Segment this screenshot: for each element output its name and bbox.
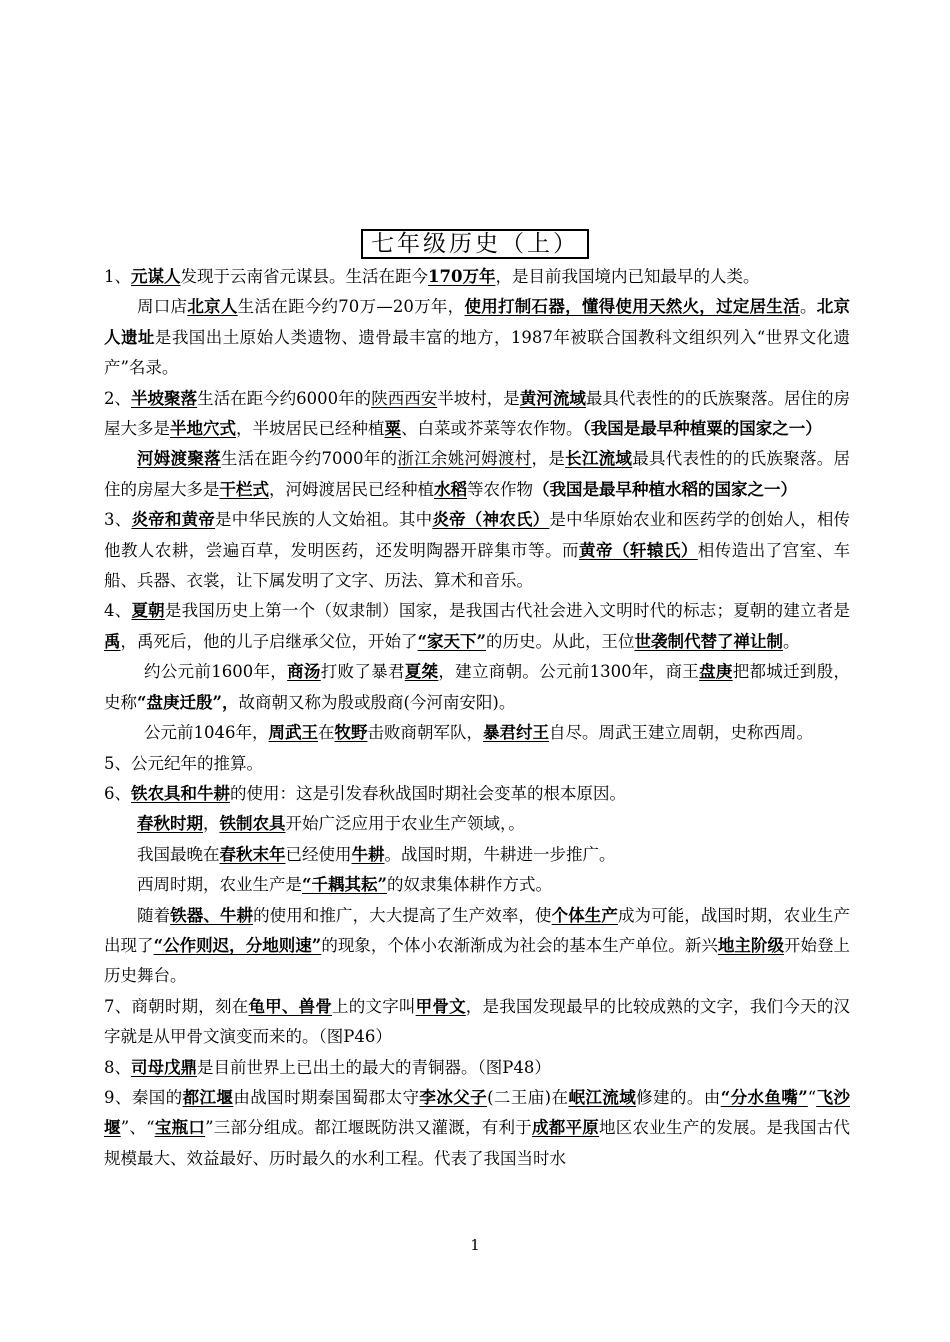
emphasized-text: 个体生产 bbox=[551, 905, 618, 925]
emphasized-text: 龟甲、兽骨 bbox=[248, 996, 333, 1016]
paragraph bbox=[104, 718, 850, 748]
text-run: 、白菜或芥菜等农作物。 bbox=[401, 419, 583, 439]
emphasized-text: 牛耕 bbox=[351, 844, 385, 864]
emphasized-text: 长江流域 bbox=[565, 449, 633, 469]
paragraph bbox=[104, 384, 850, 445]
text-run: 生活在距今约6000年的 bbox=[197, 388, 372, 408]
emphasized-text: 河姆渡聚落 bbox=[137, 449, 221, 469]
emphasized-text: 陕西西安 bbox=[371, 388, 438, 408]
text-run: 上的文字叫 bbox=[332, 996, 416, 1016]
text-run: 8、 bbox=[104, 1057, 131, 1077]
text-run: 是中华民族的人文始祖。其中 bbox=[215, 510, 433, 530]
text-run: ，是目前我国境内已知最早的人类。 bbox=[495, 267, 760, 286]
text-run: 的奴隶集体耕作方式。 bbox=[386, 875, 552, 895]
emphasized-text: 商汤 bbox=[287, 662, 321, 682]
paragraph bbox=[104, 1053, 850, 1083]
emphasized-text: 炎帝（神农氏） bbox=[432, 510, 550, 530]
emphasized-text: 牧野 bbox=[334, 723, 368, 743]
text-run: 。 bbox=[782, 631, 800, 651]
text-run: ”三部分组成。都江堰既防洪又灌溉，有利于 bbox=[205, 1118, 533, 1138]
text-run: 的现象，个体小农渐渐成为社会的基本生产单位。新兴 bbox=[321, 935, 718, 955]
paragraph bbox=[104, 292, 850, 383]
text-run: 成为可能，战国时期，农业生产出现了 bbox=[104, 905, 851, 955]
text-run: 的使用和推广，大大提高了生产效率，使 bbox=[253, 905, 552, 925]
emphasized-text: 铁器、牛耕 bbox=[170, 905, 254, 925]
text-run: 周口店 bbox=[137, 297, 188, 317]
emphasized-text: 黄帝（轩辕氏） bbox=[579, 540, 698, 560]
emphasized-text: 北京人遗址 bbox=[104, 297, 851, 347]
paragraph bbox=[104, 444, 850, 505]
emphasized-text: 成都平原 bbox=[532, 1118, 600, 1138]
text-run: 的历史。从此，王位 bbox=[485, 631, 635, 651]
text-run: ，是我国发现最早的比较成熟的文字，我们今天的汉字就是从甲骨文演变而来的。（图P46） bbox=[104, 996, 851, 1047]
text-run: 最具代表性的的氏族聚落。居住的房屋大多是 bbox=[104, 449, 851, 499]
text-run: 7、商朝时期，刻在 bbox=[104, 996, 249, 1016]
emphasized-text: 岷江流域 bbox=[568, 1087, 637, 1107]
text-run: 2、 bbox=[104, 388, 132, 408]
text-run: 地区农业生产的发展。是我国古代规模最大、效益最好、历时最久的水利工程。代表了我国当时水 bbox=[104, 1118, 851, 1168]
text-run: 1、 bbox=[104, 267, 131, 286]
text-run: 随着 bbox=[137, 905, 171, 925]
text-run: 的使用：这是引发春秋战国时期社会变革的根本原因。 bbox=[230, 783, 626, 803]
text-run: “ bbox=[807, 1087, 817, 1107]
text-run: 是我国历史上第一个（奴隶制）国家，是我国古代社会进入文明时代的标志；夏朝的建立者是 bbox=[164, 601, 851, 621]
emphasized-text: 铁农具和牛耕 bbox=[131, 783, 230, 803]
title-container bbox=[0, 229, 950, 259]
paragraph bbox=[104, 901, 850, 992]
paragraph bbox=[104, 1083, 850, 1174]
text-run: ， bbox=[203, 814, 220, 834]
text-run: 是中华原始农业和医药学的创始人，相传他教人农耕，尝遍百草，发明医药，还发明陶器开辟集市等。而 bbox=[104, 510, 851, 560]
text-run: ，河姆渡居民已经种植 bbox=[269, 479, 434, 499]
emphasized-text: 元谋人 bbox=[131, 267, 181, 286]
paragraph bbox=[104, 749, 850, 779]
text-run: 开始登上历史舞台。 bbox=[104, 935, 851, 986]
text-run: 发现于云南省元谋县。生活在距今 bbox=[180, 267, 428, 286]
emphasized-text: 周武王 bbox=[268, 723, 318, 743]
emphasized-text: “公作则迟，分地则速” bbox=[153, 935, 322, 955]
document-body bbox=[104, 262, 850, 1174]
emphasized-text: 粟 bbox=[384, 419, 401, 439]
text-run: 4、 bbox=[104, 601, 132, 621]
emphasized-text: 炎帝和黄帝 bbox=[131, 510, 216, 530]
text-run: 是我国出土原始人类遗物、遗骨最丰富的地方，1987年被联合国教科文组织列入“世界文化遗产”名录。 bbox=[104, 327, 851, 378]
text-run: ，半坡居民已经种植 bbox=[236, 419, 385, 439]
text-run: 。战国时期，牛耕进一步推广。 bbox=[384, 844, 616, 864]
text-run: ，禹死后，他的儿子启继承父位，开始了 bbox=[120, 631, 418, 651]
emphasized-text: “家天下” bbox=[417, 631, 486, 651]
text-run: 生活在距今约70万—20万年， bbox=[237, 297, 465, 317]
paragraph bbox=[104, 657, 850, 718]
emphasized-text: 北京人 bbox=[187, 297, 238, 317]
text-run: 开始广泛应用于农业生产领域，。 bbox=[285, 814, 525, 834]
text-run: 半坡村，是 bbox=[437, 388, 520, 408]
text-run: 等农作物 bbox=[467, 479, 533, 499]
emphasized-text: 禹 bbox=[104, 631, 121, 651]
emphasized-text: 春秋时期 bbox=[137, 814, 203, 834]
paragraph bbox=[104, 779, 850, 809]
emphasized-text: 浙江余姚河姆渡村 bbox=[397, 449, 532, 469]
emphasized-text: 水稻 bbox=[434, 479, 467, 499]
emphasized-text: 甲骨文 bbox=[415, 996, 466, 1016]
emphasized-text: 李冰父子 bbox=[419, 1087, 488, 1107]
emphasized-text: （我国是最早种植粟的国家之一） bbox=[582, 419, 822, 439]
text-run: 9、秦国的 bbox=[104, 1087, 183, 1107]
emphasized-text: 使用打制石器，懂得使用天然火，过定居生活 bbox=[464, 297, 800, 317]
text-run: ，是 bbox=[531, 449, 566, 469]
emphasized-text: 干栏式 bbox=[219, 479, 269, 499]
text-run: ，建立商朝。公元前1300年，商王 bbox=[438, 662, 700, 682]
emphasized-text: 黄河流域 bbox=[519, 388, 586, 408]
paragraph bbox=[104, 505, 850, 596]
page-number: 1 bbox=[470, 1236, 480, 1254]
paragraph bbox=[104, 596, 850, 657]
text-run: 相传造出了宫室、车船、兵器、衣裳，让下属发明了文字、历法、算术和音乐。 bbox=[104, 540, 851, 591]
text-run: 在 bbox=[318, 723, 335, 743]
paragraph bbox=[104, 992, 850, 1053]
emphasized-text: 都江堰 bbox=[182, 1087, 234, 1107]
text-run: 打败了暴君 bbox=[320, 662, 405, 682]
emphasized-text: 地主阶级 bbox=[717, 935, 784, 955]
text-run: 把都城迁到殷，史称 bbox=[104, 662, 851, 712]
text-run: (二王庙)在 bbox=[487, 1087, 569, 1107]
text-run: 西周时期，农业生产是 bbox=[137, 875, 302, 895]
text-run: 是目前世界上已出土的最大的青铜器。（图P48） bbox=[197, 1057, 551, 1077]
text-run: 击败商朝军队， bbox=[367, 723, 483, 743]
text-run: 5、公元纪年的推算。 bbox=[104, 753, 263, 773]
text-run: 约公元前1600年， bbox=[144, 662, 288, 682]
emphasized-text: “分水鱼嘴” bbox=[720, 1087, 808, 1107]
emphasized-text: 世袭制代替了禅让制 bbox=[634, 631, 783, 651]
text-run: 6、 bbox=[104, 783, 131, 803]
text-run: 故商朝又称为殷或殷商(今河南安阳)。 bbox=[238, 692, 516, 712]
emphasized-text: 铁制农具 bbox=[219, 814, 286, 834]
text-run: 自尽。周武王建立周朝，史称西周。 bbox=[549, 723, 813, 743]
emphasized-text: 暴君纣王 bbox=[483, 723, 549, 743]
emphasized-text: 夏桀 bbox=[404, 662, 439, 682]
emphasized-text: 170万年 bbox=[428, 267, 496, 286]
paragraph bbox=[104, 809, 850, 839]
text-run: 已经使用 bbox=[285, 844, 352, 864]
text-run: 由战国时期秦国蜀郡太守 bbox=[233, 1087, 420, 1107]
emphasized-text: 司母戊鼎 bbox=[131, 1057, 197, 1077]
text-run: 3、 bbox=[104, 510, 132, 530]
text-run: 最具代表性的的氏族聚落。居住的房屋大多是 bbox=[104, 388, 851, 439]
paragraph bbox=[104, 870, 850, 900]
text-run: 。 bbox=[799, 297, 817, 317]
emphasized-text: 半地穴式 bbox=[170, 419, 236, 439]
emphasized-text: 飞沙堰 bbox=[104, 1087, 851, 1138]
emphasized-text: （我国是最早种植水稻的国家之一） bbox=[533, 479, 797, 499]
page-title: 七年级历史（上） bbox=[361, 229, 589, 259]
emphasized-text: 夏朝 bbox=[131, 601, 165, 621]
text-run: 我国最晚在 bbox=[137, 844, 220, 864]
emphasized-text: 盘庚 bbox=[699, 662, 733, 682]
text-run: 修建的。由 bbox=[636, 1087, 721, 1107]
paragraph bbox=[104, 840, 850, 870]
emphasized-text: 半坡聚落 bbox=[131, 388, 198, 408]
text-run: 公元前1046年， bbox=[144, 723, 269, 743]
emphasized-text: 春秋末年 bbox=[219, 844, 286, 864]
emphasized-text: “千耦其耘” bbox=[302, 875, 387, 895]
paragraph bbox=[104, 262, 850, 292]
emphasized-text: 宝瓶口 bbox=[154, 1118, 206, 1138]
emphasized-text: “盘庚迁殷”， bbox=[137, 692, 239, 712]
text-run: ”、“ bbox=[120, 1118, 155, 1138]
text-run: 生活在距今约7000年的 bbox=[220, 449, 398, 469]
